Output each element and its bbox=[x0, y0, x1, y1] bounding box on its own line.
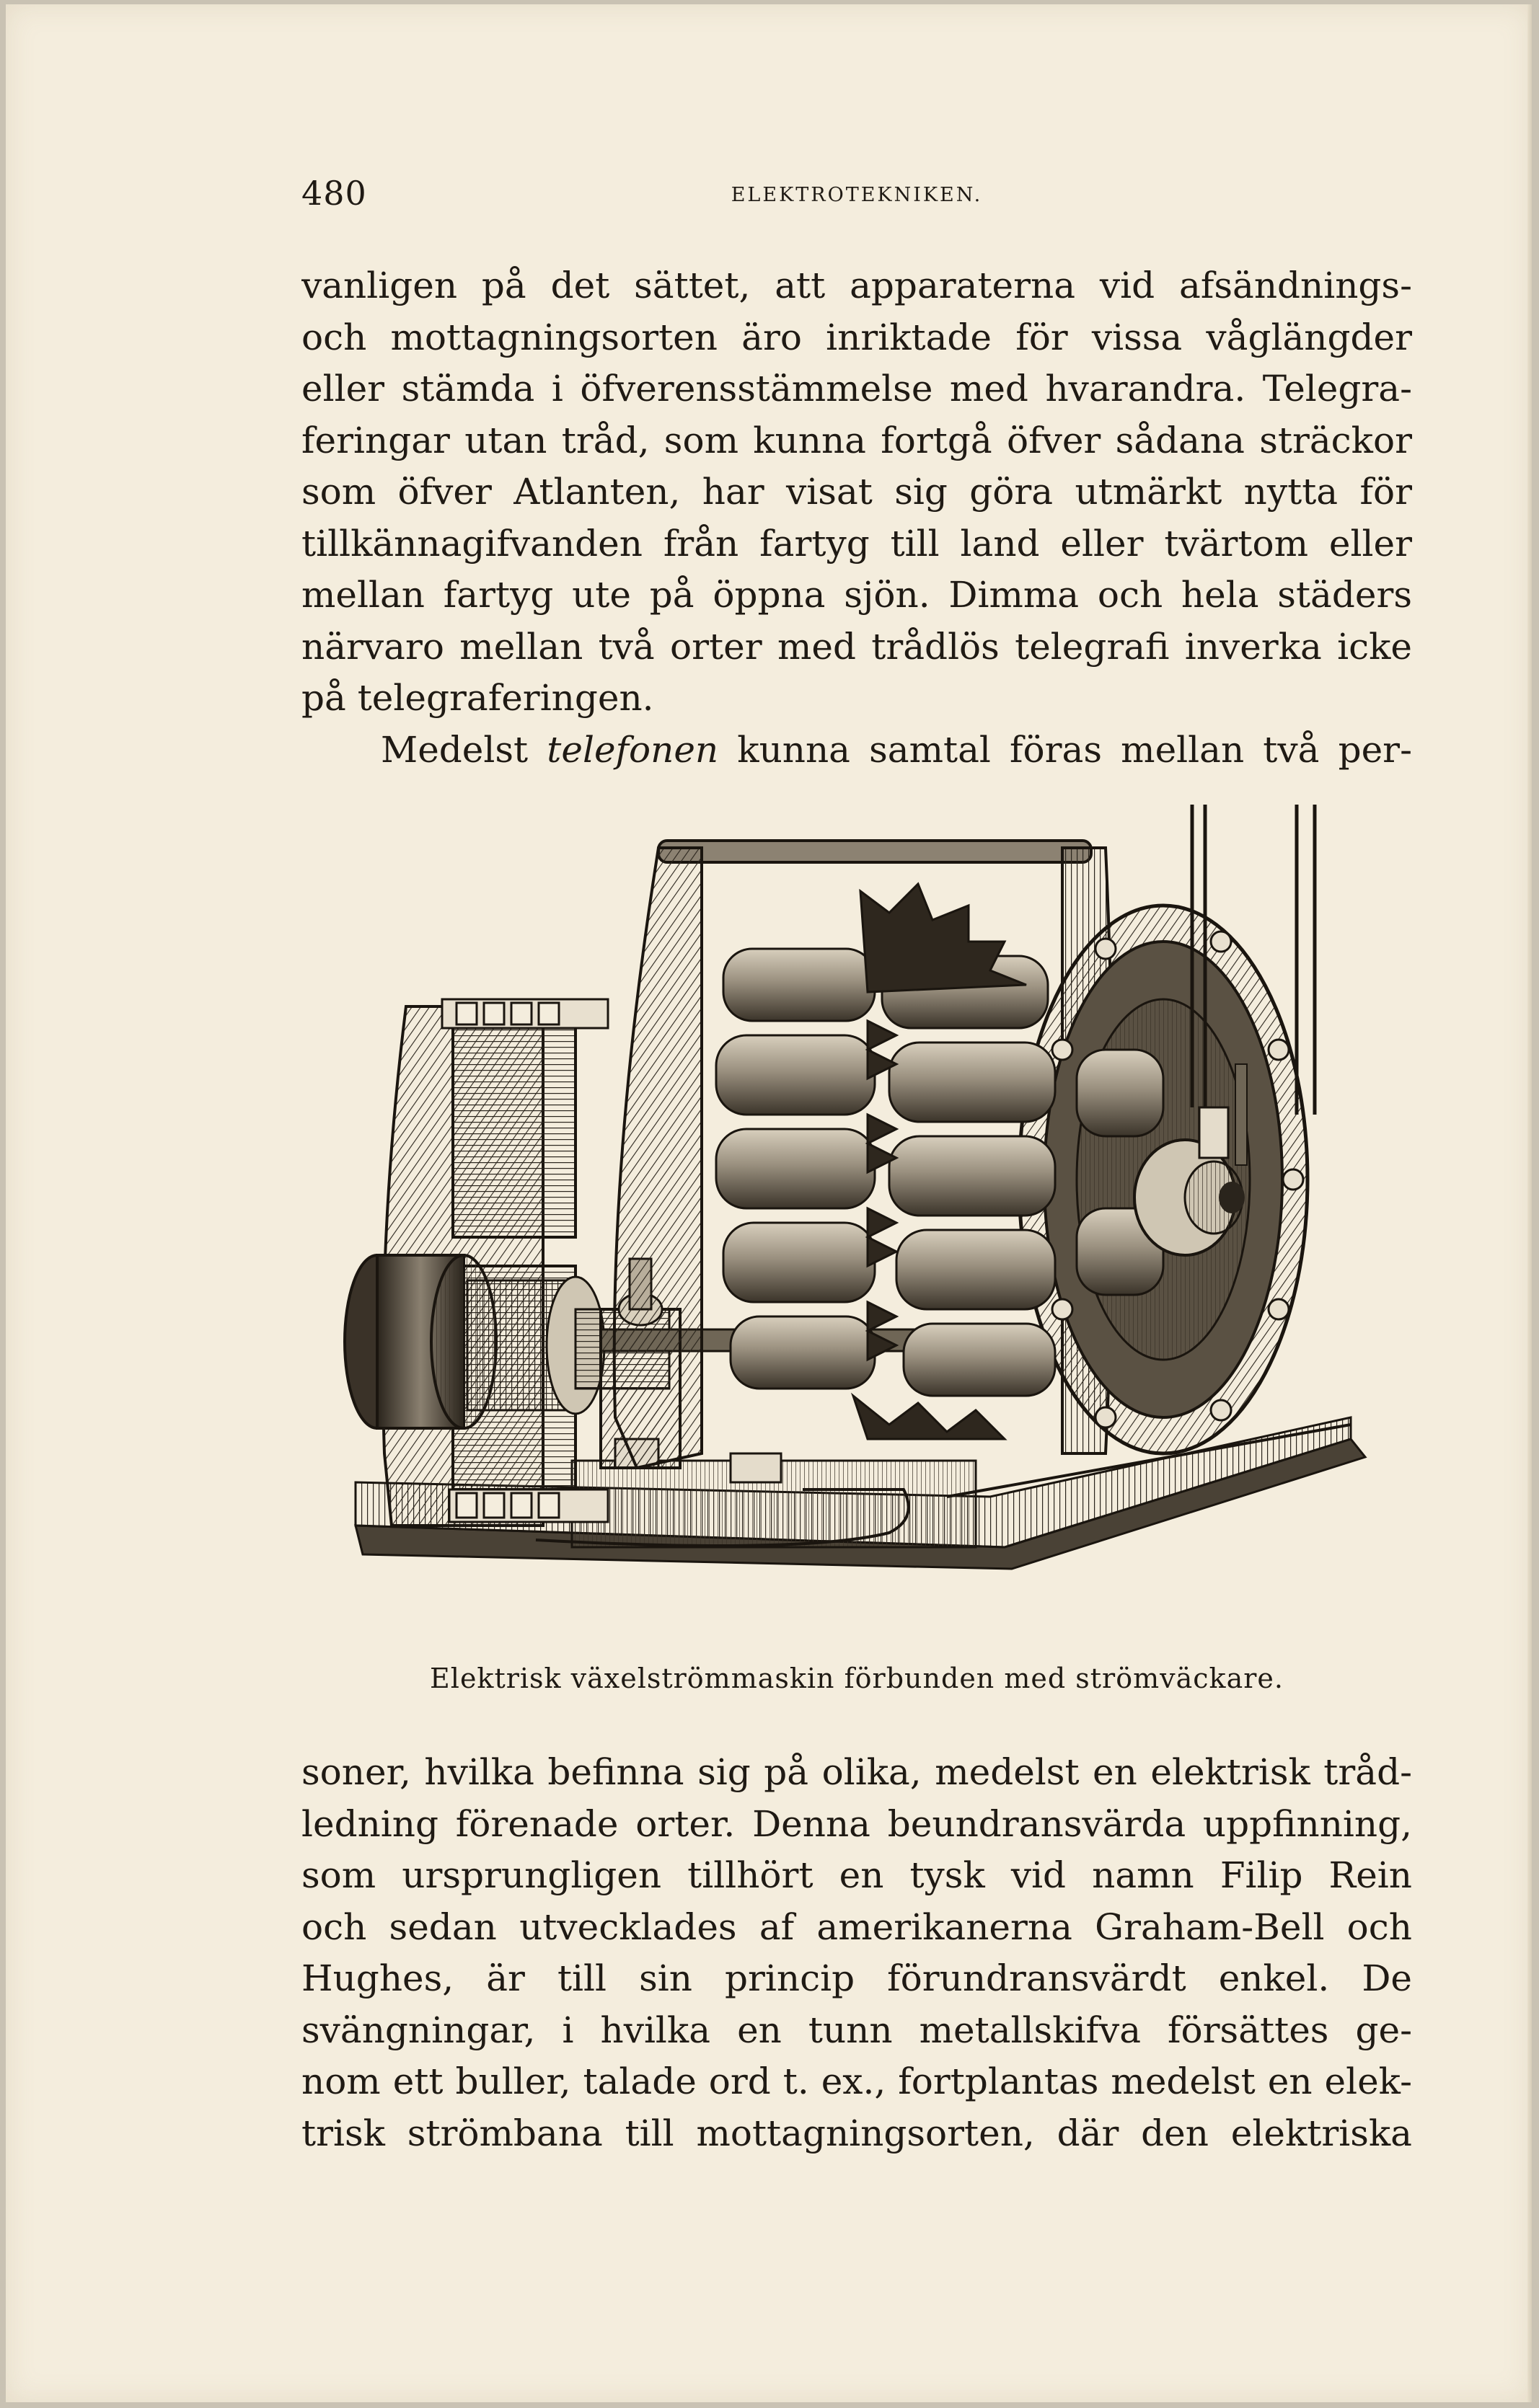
page-header bbox=[301, 174, 1412, 224]
page-number: 480 bbox=[301, 174, 367, 213]
text-line: och mottagningsorten äro inriktade för vissa våglängder bbox=[301, 316, 1412, 358]
text-line: som öfver Atlanten, har visat sig göra utmärkt nytta för bbox=[301, 471, 1412, 513]
paragraph-telephone-start bbox=[301, 725, 1412, 776]
text-line: eller stämda i öfverensstämmelse med hvarandra. Telegra- bbox=[301, 368, 1412, 410]
italic-term: telefonen bbox=[547, 728, 719, 771]
paragraph-telephone-continued bbox=[301, 1747, 1412, 2159]
text-line: tillkännagifvanden från fartyg till land eller tvärtom eller bbox=[301, 522, 1412, 565]
text-line: trisk strömbana till mottagningsorten, där den elektriska bbox=[301, 2112, 1412, 2154]
text-line: svängningar, i hvilka en tunn metallskifva försättes ge- bbox=[301, 2009, 1412, 2051]
text-line: ledning förenade orter. Denna beundransvärda uppfinning, bbox=[301, 1802, 1412, 1845]
figure-caption: Elektrisk växelströmmaskin förbunden med strömväckare. bbox=[430, 1663, 1284, 1694]
bottom-text-block bbox=[301, 1747, 1412, 2159]
text-line: soner, hvilka befinna sig på olika, medelst en elektrisk tråd- bbox=[301, 1751, 1412, 1793]
page-edge bbox=[1527, 4, 1532, 2402]
text-line: nom ett buller, talade ord t. ex., fortplantas medelst en elek- bbox=[301, 2060, 1412, 2102]
text-line bbox=[301, 725, 1412, 776]
text-segment: Medelst bbox=[381, 728, 547, 771]
text-line: Hughes, är till sin princip förundransvärdt enkel. De bbox=[301, 1957, 1412, 1999]
text-segment: kunna samtal föras mellan två per- bbox=[718, 728, 1412, 771]
paragraph-wireless bbox=[301, 260, 1412, 725]
running-head: ELEKTROTEKNIKEN. bbox=[731, 184, 983, 206]
text-line: mellan fartyg ute på öppna sjön. Dimma och hela städers bbox=[301, 574, 1412, 616]
book-page bbox=[6, 4, 1532, 2402]
text-line: närvaro mellan två orter med trådlös telegrafi inverka icke bbox=[301, 625, 1412, 668]
engraving-figure bbox=[298, 805, 1408, 1641]
text-line: på telegraferingen. bbox=[301, 677, 654, 719]
text-line: vanligen på det sättet, att apparaterna vid afsändnings- bbox=[301, 265, 1412, 306]
alternator-engraving bbox=[298, 805, 1408, 1641]
text-line: feringar utan tråd, som kunna fortgå öfver sådana sträckor bbox=[301, 419, 1412, 461]
top-text-block bbox=[301, 260, 1412, 776]
text-line: och sedan utvecklades af amerikanerna Graham-Bell och bbox=[301, 1905, 1412, 1948]
text-line: som ursprungligen tillhört en tysk vid namn Filip Rein bbox=[301, 1854, 1412, 1896]
